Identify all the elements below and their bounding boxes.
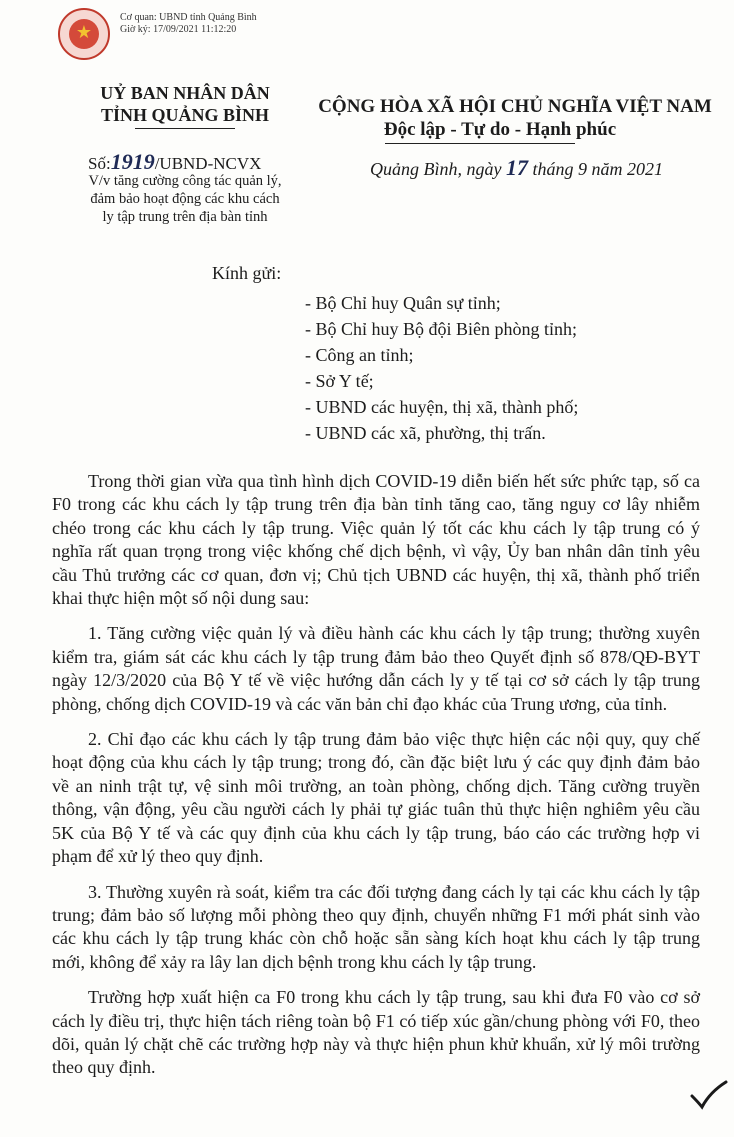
recipient-item: - Công an tỉnh; [305,345,414,365]
issuer-line2: TỈNH QUẢNG BÌNH [100,105,270,125]
number-prefix: Số: [88,154,111,173]
national-emblem-icon: ★ [58,8,110,60]
date-prefix: Quảng Bình, ngày [370,159,502,179]
recipient-item: - Bộ Chỉ huy Bộ đội Biên phòng tỉnh; [305,319,578,339]
recipient-item: - UBND các huyện, thị xã, thành phố; [305,397,579,417]
recipient-item: - UBND các xã, phường, thị trấn. [305,423,546,443]
document-number [88,149,262,174]
body-paragraph: Trường hợp xuất hiện ca F0 trong khu cách ly tập trung, sau khi đưa F0 vào cơ sở cách ly điều trị, thực hiện tách riêng toàn bộ F1 có tiếp xúc gần/chung phòng với F0, theo dõi, quản lý chặt chẽ các trường hợp này và thực hiện phun khử khuẩn, xử lý môi trường theo quy định. [52,987,700,1078]
recipient-list [305,290,725,446]
signature-agency: Cơ quan: UBND tỉnh Quảng Bình [120,12,257,23]
motto: Độc lập - Tự do - Hạnh phúc [383,119,617,140]
subject-block [65,172,305,226]
body-paragraph: 2. Chỉ đạo các khu cách ly tập trung đảm bảo việc thực hiện các nội quy, quy chế hoạt động của khu cách ly tập trung; trong đó, cần đặc biệt lưu ý các quy định đảm bảo về an ninh trật tự, vệ sinh môi trường, an toàn phòng, chống dịch. Tăng cường truyền thông, vận động, yêu cầu người cách ly phải tự giác tuân thủ thực hiện nghiêm yêu cầu 5K của Bộ Y tế và các quy định của khu cách ly tập trung, báo cáo các trường hợp vi phạm để xử lý theo quy định. [52,729,700,867]
date-day-handwritten: 17 [505,155,528,180]
motto-underline [385,143,575,144]
body-paragraph: Trong thời gian vừa qua tình hình dịch COVID-19 diễn biến hết sức phức tạp, số ca F0 trong các khu cách ly tập trung trên địa bàn tỉnh tăng cao, tăng nguy cơ lây nhiễm chéo trong các khu cách ly tập trung. Việc quản lý tốt các khu cách ly tập trung có ý nghĩa rất quan trọng trong việc khống chế dịch bệnh, vì vậy, Ủy ban nhân dân tỉnh yêu cầu Thủ trưởng các cơ quan, đơn vị; Chủ tịch UBND các huyện, thị xã, thành phố triển khai thực hiện một số nội dung sau: [52,471,700,609]
subject-line: đảm bảo hoạt động các khu cách [90,191,280,207]
issuer-underline [135,128,235,129]
issuer-line1: UỶ BAN NHÂN DÂN [100,83,270,103]
issue-date [370,157,663,180]
recipient-item: - Bộ Chỉ huy Quân sự tỉnh; [305,293,501,313]
date-suffix: tháng 9 năm 2021 [532,159,663,179]
number-handwritten: 1919 [110,149,155,174]
number-suffix: /UBND-NCVX [154,154,262,173]
greeting: Kính gửi: [212,263,282,283]
recipient-item: - Sở Y tế; [305,371,374,391]
subject-line: V/v tăng cường công tác quản lý, [88,173,282,189]
handwritten-check-icon [688,1080,728,1110]
signature-time: Giờ ký: 17/09/2021 11:12:20 [120,24,237,35]
nation-title: CỘNG HÒA XÃ HỘI CHỦ NGHĨA VIỆT NAM [318,96,712,117]
subject-line: ly tập trung trên địa bàn tỉnh [102,209,268,225]
document-body [52,470,700,1080]
body-paragraph: 3. Thường xuyên rà soát, kiểm tra các đối tượng đang cách ly tại các khu cách ly tập trung; đảm bảo số lượng mỗi phòng theo quy định, chuyển những F1 mới phát sinh vào các khu cách ly tập trung khác còn chỗ hoặc sẵn sàng kích hoạt khu cách ly tập trung mới, không để xảy ra lây lan dịch bệnh trong khu cách ly tập trung. [52,881,700,972]
body-paragraph: 1. Tăng cường việc quản lý và điều hành các khu cách ly tập trung; thường xuyên kiểm tra, giám sát các khu cách ly tập trung đảm bảo theo Quyết định số 878/QĐ-BYT ngày 12/3/2020 của Bộ Y tế về việc hướng dẫn cách ly y tế tại cơ sở cách ly tập trung phòng, chống dịch COVID-19 và các văn bản chỉ đạo khác của Trung ương, của tỉnh. [52,623,700,714]
